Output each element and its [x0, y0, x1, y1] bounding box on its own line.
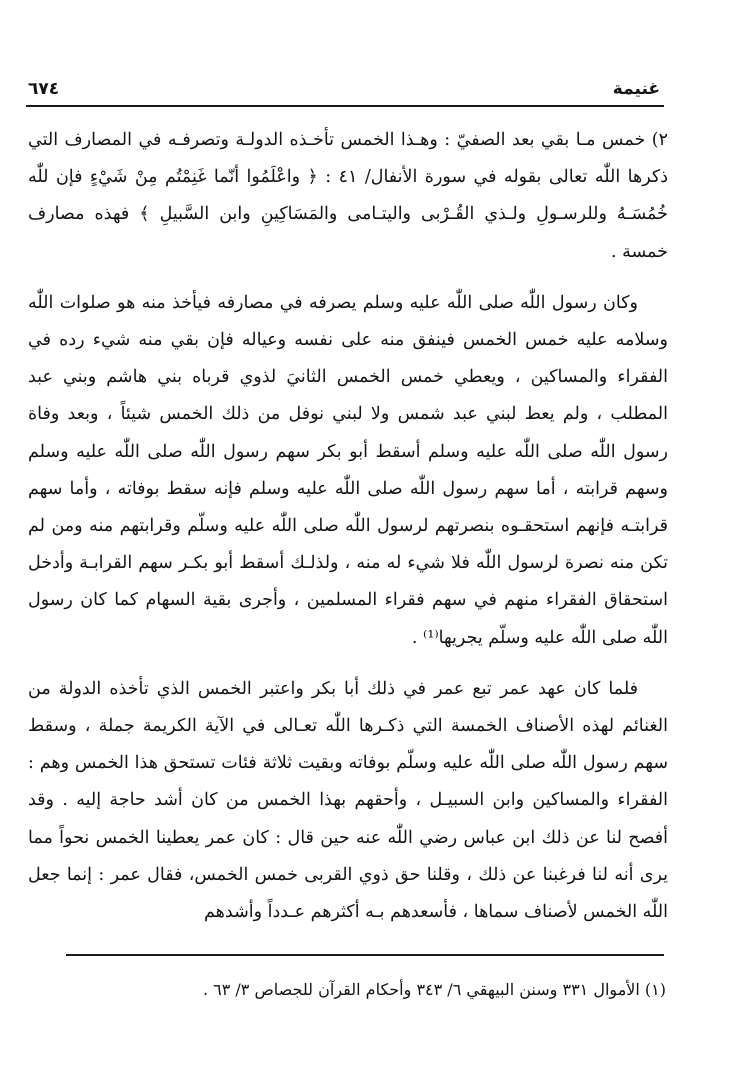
page-header	[28, 78, 660, 102]
header-divider	[26, 105, 664, 107]
page-number: ٦٧٤	[28, 79, 60, 99]
footnote-divider	[66, 954, 664, 956]
main-text	[28, 122, 668, 931]
paragraph-khums-distribution: ٢) خمس مـا بقي بعد الصفيّ : وهـذا الخمس تأخـذه الدولـة وتصرفـه في المصارف التي ذكرها اللّٰه تعالى بقوله في سورة الأنفال/ ٤١ : ﴿ واعْلَمُوا أنّما غَنِمْتُم مِنْ شَيْءٍ فإن للّٰه خُمُسَـهُ وللرسـولِ ولـذي القُـرْبى واليتـامى والمَسَاكِينِ وابن السَّبيلِ ﴾ فهذه مصارف خمسة .	[28, 130, 669, 262]
paragraph-umar-era: فلما كان عهد عمر تبع عمر في ذلك أبا بكر واعتبر الخمس الذي تأخذه الدولة من الغنائم لهذه الأصناف الخمسة التي ذكـرها اللّٰه تعـالى في الآية الكريمة جملة ، وسقط سهم رسول اللّٰه صلى اللّٰه عليه وسلّم بوفاته وبقيت ثلاثة فئات تستحق هذا الخمس وهم : الفقراء والمساكين وابن السبيـل ، وأحقهم بهذا الخمس من كان أشد حاجة إليه . وقد أفصح لنا عن ذلك ابن عباس رضي اللّٰه عنه حين قال : كان عمر يعطينا الخمس نحواً مما يرى أنه لنا فرغبنا عن ذلك ، وقلنا حق ذوي القربى خمس الخمس، فقال عمر : إنما جعل اللّٰه الخمس لأصناف سماها ، فأسعدهم بـه أكثرهم عـدداً وأشدهم	[28, 678, 668, 923]
paragraph-prophet-practice: وكان رسول اللّٰه صلى اللّٰه عليه وسلم يصرفه في مصارفه فيأخذ منه هو صلوات اللّٰه وسلامه عليه خمس الخمس فينفق منه على نفسه وعياله فإن بقي منه شيء رده في الفقراء والمساكين ، ويعطي خمس الخمس الثانيَ لذوي قرباه بني هاشم وبني عبد المطلب ، ولم يعط لبني عبد شمس ولا لبني نوفل من ذلك الخمس شيئاً ، وبعد وفاة رسول اللّٰه صلى اللّٰه عليه وسلم أسقط أبو بكر سهم رسول اللّٰه صلى اللّٰه عليه وسلم وسهم قرابته ، أما سهم رسول اللّٰه صلى اللّٰه عليه وسلم فإنه سقط بوفاته ، وأما سهم قرابتـه فإنهم استحقـوه بنصرتهم لرسول اللّٰه صلى اللّٰه عليه وسلّم وقرابتهم منه ومن لم تكن منه نصرة لرسول اللّٰه فلا شيء له منه ، ولذلـك أسقط أبو بكـر سهم القرابـة وأدخل استحقاق الفقراء منهم في سهم فقراء المسلمين ، وأجرى بقية السهام كما كان رسول اللّٰه صلى اللّٰه عليه وسلّم يجريها⁽¹⁾ .	[28, 292, 668, 648]
footnote: (١) الأموال ٣٣١ وسنن البيهقي ٦/ ٣٤٣ وأحكام القرآن للجصاص ٣/ ٦٣ .	[202, 980, 666, 999]
running-title: غنيمة	[612, 79, 660, 99]
